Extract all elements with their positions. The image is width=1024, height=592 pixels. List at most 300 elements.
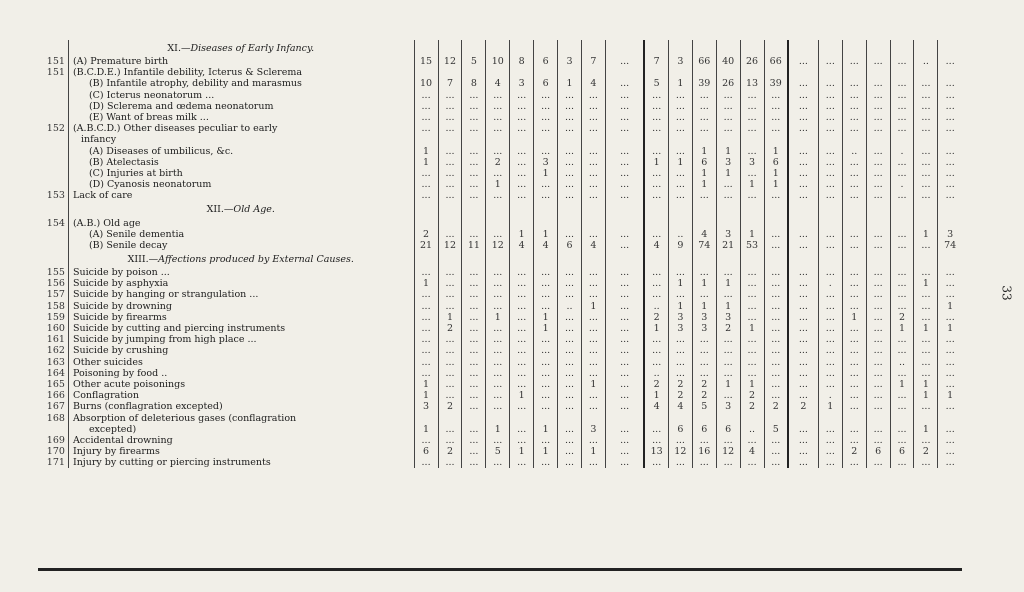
data-cell: ... [510,190,534,201]
data-cell [438,134,462,145]
data-cell: ... [414,312,438,323]
data-cell: ... [938,146,962,157]
data-cell: 6 [534,56,558,67]
data-cell: ... [668,168,692,179]
data-cell: ... [414,112,438,123]
data-cell: ... [668,368,692,379]
data-cell: 1 [914,424,938,435]
data-cell: ... [462,229,486,240]
data-cell [668,412,692,423]
data-cell: ... [938,168,962,179]
data-cell: ... [818,289,842,300]
data-cell: ... [486,345,510,356]
row-number [38,179,68,190]
data-cell: ... [581,90,605,101]
data-cell: ... [818,267,842,278]
data-cell: 1 [534,312,558,323]
data-cell: ... [605,56,644,67]
table-row [38,289,962,300]
data-cell: 2 [842,446,866,457]
data-cell: ... [938,179,962,190]
data-cell: 1 [914,323,938,334]
data-cell: ... [581,168,605,179]
cause-description: Burns (conflagration excepted) [68,401,414,412]
data-cell [668,201,692,217]
section-title: Affections produced by External Causes. [158,253,354,265]
data-cell: ... [668,457,692,468]
data-cell [558,201,582,217]
data-cell: ... [866,123,890,134]
data-cell: ... [764,190,788,201]
data-cell: ... [510,179,534,190]
data-cell: ... [788,157,818,168]
data-cell [534,134,558,145]
data-cell [938,201,962,217]
data-cell: ... [740,345,764,356]
data-cell: ... [764,345,788,356]
data-cell: ... [486,368,510,379]
data-cell: ... [605,240,644,251]
cause-description: Accidental drowning [68,435,414,446]
cause-description: (D) Sclerema and œdema neonatorum [68,101,414,112]
data-cell: ... [890,457,914,468]
data-cell [740,67,764,78]
data-cell: .. [890,357,914,368]
data-cell [510,412,534,423]
data-cell: ... [558,390,582,401]
data-cell [818,217,842,228]
row-number [38,40,68,56]
data-cell: ... [414,267,438,278]
data-cell: ... [510,334,534,345]
data-cell: ... [558,334,582,345]
data-cell: ... [866,401,890,412]
data-cell: ... [510,301,534,312]
table-row [38,368,962,379]
data-cell [866,217,890,228]
data-cell: ... [581,229,605,240]
data-cell [414,217,438,228]
data-cell: ... [788,190,818,201]
cause-description: excepted) [68,424,414,435]
data-cell: ... [842,90,866,101]
data-cell: ... [644,289,668,300]
data-cell [486,201,510,217]
table-row [38,412,962,423]
table-row [38,240,962,251]
data-cell: ... [462,401,486,412]
data-cell: ... [510,424,534,435]
table-row [38,101,962,112]
data-cell: ... [534,190,558,201]
data-cell: ... [938,446,962,457]
cause-description: (B) Atelectasis [68,157,414,168]
data-cell: ... [788,278,818,289]
table-row [38,301,962,312]
data-cell [938,40,962,56]
table-row [38,157,962,168]
data-cell [866,412,890,423]
data-cell: ... [438,146,462,157]
data-cell: ... [788,446,818,457]
data-cell: 2 [740,401,764,412]
data-cell: ... [605,368,644,379]
data-cell [692,217,716,228]
data-cell: 1 [668,301,692,312]
data-cell [438,217,462,228]
data-cell: ... [438,90,462,101]
data-cell: ... [534,179,558,190]
data-cell: 15 [414,56,438,67]
data-cell: ... [938,401,962,412]
table-row [38,179,962,190]
data-cell [716,134,740,145]
section-heading: XII.—Old Age. [68,201,414,217]
data-cell: ... [788,101,818,112]
data-cell: ... [818,56,842,67]
data-cell: ... [462,368,486,379]
data-cell: ... [842,323,866,334]
data-cell: ... [644,267,668,278]
data-cell: ... [510,90,534,101]
data-cell: ... [462,168,486,179]
data-cell: ... [510,289,534,300]
row-number [38,157,68,168]
cause-description: infancy [68,134,414,145]
data-cell: 39 [764,78,788,89]
data-cell: ... [558,112,582,123]
cause-description: Suicide by cutting and piercing instruments [68,323,414,334]
data-cell: 1 [668,278,692,289]
data-cell: ... [716,390,740,401]
data-cell: ... [486,334,510,345]
data-cell: ... [866,323,890,334]
data-cell: ... [866,240,890,251]
data-cell [716,40,740,56]
data-cell: ... [866,368,890,379]
data-cell: ... [818,240,842,251]
data-cell: ... [818,301,842,312]
data-cell [414,251,438,267]
data-cell: 1 [890,323,914,334]
data-cell: ... [438,289,462,300]
data-cell: 1 [510,229,534,240]
data-cell [534,67,558,78]
data-cell: ... [438,334,462,345]
data-cell [486,40,510,56]
data-cell: ... [644,357,668,368]
data-cell: ... [842,379,866,390]
data-cell: ... [414,168,438,179]
table-row [38,134,962,145]
data-cell: ... [788,289,818,300]
data-cell [788,201,818,217]
data-cell: 1 [534,229,558,240]
table-row [38,90,962,101]
data-cell: ... [914,345,938,356]
table-row [38,267,962,278]
data-cell: ... [534,435,558,446]
data-cell [914,67,938,78]
data-cell: ... [581,323,605,334]
data-cell: 12 [438,56,462,67]
row-number: 166 [46,390,65,402]
data-cell: ... [438,123,462,134]
data-cell [764,40,788,56]
row-number: 152 [46,123,65,135]
data-cell: ... [534,90,558,101]
data-cell: ... [842,101,866,112]
data-cell: ... [914,157,938,168]
data-cell: 3 [692,323,716,334]
data-cell: ... [605,179,644,190]
data-cell: ... [938,379,962,390]
data-cell: 7 [438,78,462,89]
data-cell: 1 [890,379,914,390]
data-cell: ... [558,123,582,134]
data-cell: ... [462,334,486,345]
data-cell: ... [788,301,818,312]
data-cell [534,217,558,228]
data-cell: ... [914,435,938,446]
data-cell [644,251,668,267]
table-row [38,312,962,323]
data-cell: 10 [486,56,510,67]
data-cell [938,134,962,145]
data-cell: 10 [414,78,438,89]
data-cell [740,201,764,217]
data-cell: ... [890,56,914,67]
data-cell: ... [818,368,842,379]
cause-description: Suicide by firearms [68,312,414,323]
data-cell: ... [764,101,788,112]
data-cell: ... [890,390,914,401]
cause-description: (C) Icterus neonatorum ... [68,90,414,101]
data-cell: ... [764,379,788,390]
data-cell: 2 [914,446,938,457]
section-title: Diseases of Early Infancy. [190,42,315,54]
data-cell: ... [866,390,890,401]
data-cell: ... [605,401,644,412]
data-cell: ... [558,229,582,240]
data-cell [890,217,914,228]
data-cell [644,217,668,228]
data-cell: ... [668,179,692,190]
data-cell: ... [644,229,668,240]
data-cell [581,217,605,228]
row-number [38,78,68,89]
data-cell: 1 [938,390,962,401]
data-cell: ... [914,368,938,379]
data-cell: ... [842,56,866,67]
data-cell: ... [558,457,582,468]
data-cell: ... [818,78,842,89]
data-cell: 12 [668,446,692,457]
data-cell: 4 [740,446,764,457]
data-cell [914,217,938,228]
data-cell: ... [558,90,582,101]
data-cell: ... [842,179,866,190]
data-cell [764,412,788,423]
data-cell: 1 [644,390,668,401]
data-cell: ... [462,101,486,112]
data-cell: ... [534,123,558,134]
cause-description: Other acute poisonings [68,379,414,390]
data-cell: 6 [668,424,692,435]
data-cell: ... [890,345,914,356]
data-cell: 7 [644,56,668,67]
data-cell: 4 [644,401,668,412]
data-cell: ... [414,90,438,101]
row-number: 151 [46,67,65,79]
data-cell: 21 [414,240,438,251]
data-cell: 3 [668,56,692,67]
data-cell: 4 [486,78,510,89]
row-number: 161 [46,334,65,346]
data-cell: ... [938,78,962,89]
data-cell: 2 [740,390,764,401]
data-cell: ... [668,357,692,368]
data-cell [462,217,486,228]
row-number [38,101,68,112]
data-cell: ... [462,323,486,334]
data-cell: 1 [692,168,716,179]
data-cell: ... [938,334,962,345]
data-cell: ... [438,179,462,190]
data-cell [581,251,605,267]
data-cell: ... [716,289,740,300]
data-cell: ... [581,345,605,356]
data-cell: 3 [716,157,740,168]
data-cell: ... [764,390,788,401]
data-cell: ... [692,267,716,278]
data-cell [740,40,764,56]
data-cell [581,134,605,145]
data-cell: ... [716,267,740,278]
row-number [38,134,68,145]
cause-description: (B) Senile decay [68,240,414,251]
data-cell: ... [716,345,740,356]
data-cell: 1 [534,446,558,457]
data-cell: ... [818,157,842,168]
data-cell [510,40,534,56]
data-cell: 1 [818,401,842,412]
data-cell: ... [740,312,764,323]
data-cell [668,217,692,228]
data-cell: ... [462,435,486,446]
data-cell: ... [764,334,788,345]
data-cell [692,67,716,78]
data-cell: 1 [486,312,510,323]
causes-of-death-table [38,40,962,468]
data-cell [438,412,462,423]
cause-description: Suicide by asphyxia [68,278,414,289]
data-cell: ... [462,278,486,289]
data-cell [740,134,764,145]
data-cell: ... [842,289,866,300]
data-cell: ... [788,56,818,67]
data-cell [692,40,716,56]
data-cell [534,412,558,423]
data-cell: ... [818,334,842,345]
data-cell [818,412,842,423]
data-cell: 1 [914,390,938,401]
data-cell: ... [890,168,914,179]
data-cell: 1 [668,157,692,168]
data-cell: ... [510,123,534,134]
data-cell: ... [890,401,914,412]
cause-description: Injury by cutting or piercing instruments [68,457,414,468]
data-cell: ... [438,301,462,312]
data-cell: ... [866,179,890,190]
data-cell: ... [740,112,764,123]
data-cell: ... [605,390,644,401]
row-number: 168 [46,412,65,424]
data-cell: ... [668,123,692,134]
data-cell [938,217,962,228]
data-cell: ... [644,278,668,289]
data-cell: 3 [938,229,962,240]
data-cell: ... [534,345,558,356]
data-cell: 2 [764,401,788,412]
data-cell: ... [818,457,842,468]
data-cell: ... [740,457,764,468]
data-cell: ... [438,157,462,168]
data-cell: ... [890,90,914,101]
data-cell: ... [558,323,582,334]
data-cell: ... [510,401,534,412]
data-cell: ... [438,229,462,240]
data-cell: 26 [716,78,740,89]
data-cell: ... [510,368,534,379]
data-cell [866,251,890,267]
data-cell: ... [788,112,818,123]
data-cell: ... [890,78,914,89]
data-cell [818,67,842,78]
data-cell: 12 [486,240,510,251]
data-cell: ... [414,179,438,190]
data-cell: ... [644,90,668,101]
data-cell: ... [716,90,740,101]
data-cell: ... [788,357,818,368]
data-cell: ... [605,78,644,89]
data-cell: ... [558,267,582,278]
data-cell: 1 [438,312,462,323]
data-cell: ... [866,424,890,435]
data-cell: ... [605,334,644,345]
data-cell: ... [890,334,914,345]
data-cell: ... [605,112,644,123]
data-cell: ... [510,168,534,179]
row-number [38,240,68,251]
data-cell: ... [914,334,938,345]
data-cell: ... [914,240,938,251]
data-cell: ... [438,168,462,179]
data-cell [438,40,462,56]
data-cell: ... [842,457,866,468]
data-cell [668,251,692,267]
data-cell: ... [644,179,668,190]
data-cell: ... [938,101,962,112]
data-cell: 1 [692,301,716,312]
data-cell: .. [644,368,668,379]
data-cell [414,134,438,145]
data-cell [668,40,692,56]
data-cell [605,201,644,217]
data-cell [605,251,644,267]
data-cell: ... [534,334,558,345]
data-cell: 4 [581,78,605,89]
